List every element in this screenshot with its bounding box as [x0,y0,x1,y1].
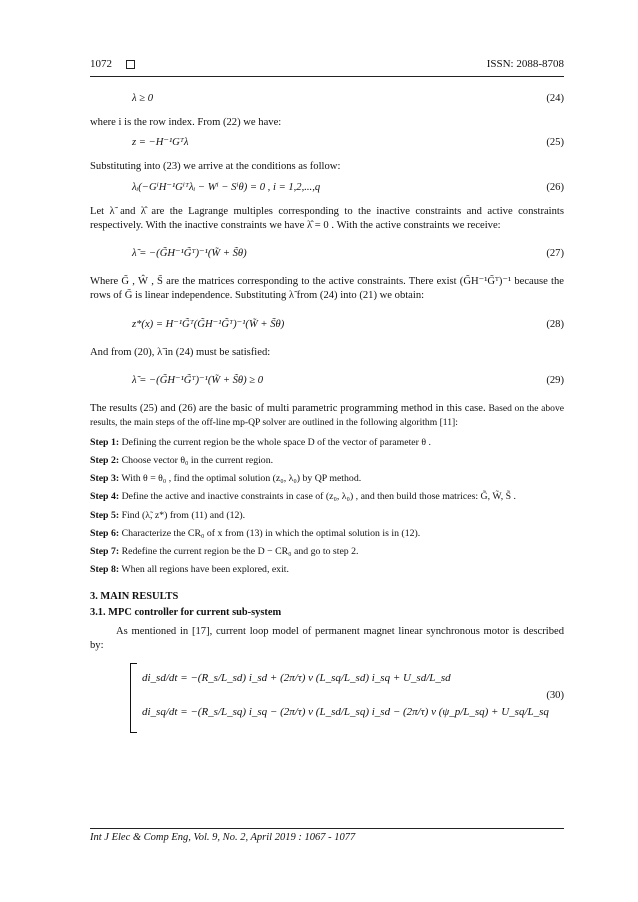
algorithm-step: Step 2: Choose vector θ₀ in the current region. [90,454,274,466]
page-number: 1072 [90,58,112,70]
issn: ISSN: 2088-8708 [486,58,564,70]
paragraph-and-from: And from (20), λ̃ in (24) must be satisfied: [90,346,271,358]
algorithm-step: Step 7: Redefine the current region be the D − CR₀ and go to step 2. [90,545,359,557]
algorithm-step: Step 5: Find (λ̃, z*) from (11) and (12). [90,509,246,521]
paragraph-let: Let λ̃ and λ̂ are the Lagrange multiples corresponding to the inactive constraints and active constraints respectively. With the inactive constraints we have λ̂ = 0 . With the active constraints we receive: [90,205,564,231]
page-header [90,58,564,77]
equation-24: λ ≥ 0 (24) [132,93,564,104]
square-icon [126,60,135,69]
algorithm-step: Step 6: Characterize the CR₀ of x from (13) in which the optimal solution is in (12). [90,527,421,539]
equation-27: λ̃ = −(G̃H⁻¹G̃ᵀ)⁻¹(W̃ + S̃θ) (27) [132,248,564,260]
equation-29: λ̃ = −(G̃H⁻¹G̃ᵀ)⁻¹(W̃ + S̃θ) ≥ 0 (29) [132,375,564,387]
subsection-heading: 3.1. MPC controller for current sub-system [90,607,282,619]
page-body [90,86,564,743]
paragraph-substituting: Substituting into (23) we arrive at the conditions as follow: [90,161,341,173]
equation-28: z*(x) = H⁻¹G̃ᵀ(G̃H⁻¹G̃ᵀ)⁻¹(W̃ + S̃θ) (28) [132,318,564,330]
page-footer: Int J Elec & Comp Eng, Vol. 9, No. 2, April 2019 : 1067 - 1077 [90,828,564,843]
paragraph-results: The results (25) and (26) are the basic of multi parametric programming method in this case. Based on the above results, the main steps of the off-line mp-QP solver are outlined in the following algorithm [11]: [90,403,564,429]
algorithm-step: Step 4: Define the active and inactive constraints in case of (z₀, λ₀) , and then build those matrices: G̃, W̃, S̃ . [90,491,516,503]
paragraph-where: Where G̃ , Ŵ , S̃ are the matrices corresponding to the active constraints. There exist (G̃H⁻¹G̃ᵀ)⁻¹ because the rows of G̃ is linear independence. Substituting λ̃ from (24) into (21) we obtain: [90,276,564,302]
paragraph-as-mentioned: As mentioned in [17], current loop model of permanent magnet linear synchronous motor is described by: [90,625,564,651]
section-heading: 3. MAIN RESULTS [90,591,179,603]
algorithm-step: Step 1: Defining the current region be the whole space D of the vector of parameter θ . [90,436,431,448]
algorithm-step: Step 8: When all regions have been explored, exit. [90,564,289,576]
brace-icon [130,663,137,733]
equation-25: z = −H⁻¹Gᵀλ (25) [132,137,564,149]
paragraph-row-index: where i is the row index. From (22) we have: [90,117,282,128]
equation-30: di_sd/dt = −(R_s/L_sd) i_sd + (2π/τ) v (L_sq/L_sd) i_sq + U_sd/L_sd di_sq/dt = −(R_s/L_sq) i_sq − (2π/τ) v (L_sd/L_sq) i_sd − (2π/τ) v (ψ_p/L_sq) + U_sq/L_sq (30) [90,659,564,737]
algorithm-step: Step 3: With θ = θ₀ , find the optimal solution (z₀, λ₀) by QP method. [90,473,362,485]
equation-26: λᵢ(−GⁱH⁻¹Gⁱᵀλᵢ − Wⁱ − Sⁱθ) = 0 , i = 1,2,...,q (26) [132,181,564,193]
